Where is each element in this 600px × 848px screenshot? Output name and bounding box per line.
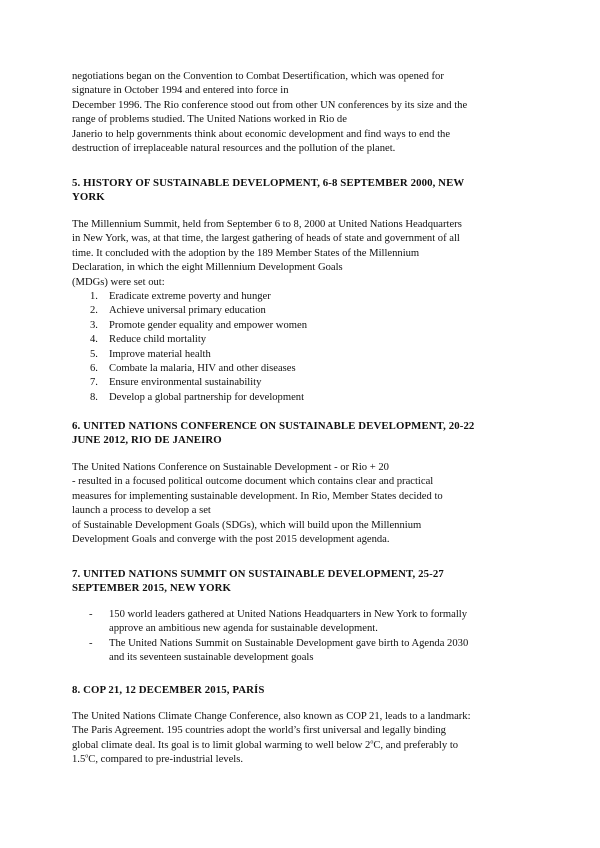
list-item-number: 6. bbox=[90, 363, 98, 375]
list-item-number: 7. bbox=[90, 377, 98, 389]
section-6-line: - resulted in a focused political outcome document which contains clear and practical bbox=[72, 476, 434, 488]
section-6-heading-line: 6. UNITED NATIONS CONFERENCE ON SUSTAINABLE DEVELOPMENT, 20-22 bbox=[72, 420, 475, 432]
intro-line: negotiations began on the Convention to Combat Desertification, which was opened for bbox=[72, 71, 444, 82]
section-7-bullets bbox=[72, 608, 532, 666]
bullet-line: and its seventeen sustainable development goals bbox=[109, 652, 314, 664]
intro-paragraph bbox=[72, 70, 532, 156]
list-item-number: 4. bbox=[90, 334, 98, 346]
section-8-heading bbox=[72, 683, 532, 697]
section-6-heading-line: JUNE 2012, RIO DE JANEIRO bbox=[72, 434, 222, 447]
section-8-line bbox=[72, 753, 532, 767]
section-8-line3-start: global climate deal. Its goal is to limit global warming to well below 2 bbox=[72, 739, 371, 751]
section-5-heading bbox=[72, 176, 532, 205]
bullet-line: The United Nations Summit on Sustainable Development gave birth to Agenda 2030 bbox=[109, 637, 469, 649]
section-5-line: (MDGs) were set out: bbox=[72, 276, 165, 288]
intro-line: signature in October 1994 and entered into force in bbox=[72, 85, 289, 97]
section-6-line: Development Goals and converge with the post 2015 development agenda. bbox=[72, 534, 390, 546]
list-item bbox=[72, 608, 532, 637]
list-item bbox=[72, 637, 532, 666]
section-8-line4-end: C, compared to pre-industrial levels. bbox=[88, 754, 243, 766]
section-8-line: The Paris Agreement. 195 countries adopt the world’s first universal and legally binding bbox=[72, 725, 446, 737]
list-item bbox=[72, 333, 532, 347]
section-7-heading-line: SEPTEMBER 2015, NEW YORK bbox=[72, 582, 231, 595]
section-6-line: The United Nations Conference on Sustainable Development - or Rio + 20 bbox=[72, 462, 389, 473]
section-5-line: Declaration, in which the eight Millennium Development Goals bbox=[72, 262, 343, 274]
list-item bbox=[72, 304, 532, 318]
list-item-number: 3. bbox=[90, 319, 98, 331]
list-item-text: Reduce child mortality bbox=[109, 334, 207, 346]
bullet-dash: - bbox=[89, 637, 93, 649]
list-item-text: Develop a global partnership for development bbox=[109, 391, 305, 403]
list-item bbox=[72, 290, 532, 304]
section-6-line: launch a process to develop a set bbox=[72, 505, 211, 517]
section-8-line: The United Nations Climate Change Conference, also known as COP 21, leads to a landmark: bbox=[72, 711, 471, 722]
section-6-heading bbox=[72, 419, 532, 448]
list-item-text: Combate la malaria, HIV and other diseases bbox=[109, 363, 296, 375]
list-item bbox=[72, 348, 532, 362]
intro-line: range of problems studied. The United Nations worked in Rio de bbox=[72, 114, 347, 126]
section-8-heading-line: 8. COP 21, 12 DECEMBER 2015, PARÍS bbox=[72, 684, 265, 696]
list-item-text: Promote gender equality and empower women bbox=[109, 319, 307, 331]
mdg-list bbox=[72, 290, 532, 405]
section-5-paragraph bbox=[72, 218, 532, 290]
section-6-paragraph bbox=[72, 461, 532, 547]
intro-line: Janerio to help governments think about economic development and find ways to end the bbox=[72, 128, 451, 140]
degree-mark: o bbox=[85, 753, 89, 760]
intro-line: destruction of irreplaceable natural resources and the pollution of the planet. bbox=[72, 143, 396, 155]
list-item-number: 2. bbox=[90, 305, 98, 317]
degree-mark: o bbox=[370, 739, 374, 746]
list-item-text: Achieve universal primary education bbox=[109, 305, 266, 317]
list-item bbox=[72, 362, 532, 376]
section-7-heading-line: 7. UNITED NATIONS SUMMIT ON SUSTAINABLE DEVELOPMENT, 25-27 bbox=[72, 568, 444, 580]
list-item bbox=[72, 319, 532, 333]
list-item-number: 1. bbox=[90, 291, 98, 302]
section-6-line: of Sustainable Development Goals (SDGs), which will build upon the Millennium bbox=[72, 519, 422, 531]
section-5-line: The Millennium Summit, held from September 6 to 8, 2000 at United Nations Headquarters bbox=[72, 219, 462, 230]
section-8-line bbox=[72, 739, 532, 753]
list-item bbox=[72, 376, 532, 390]
section-5-heading-line: YORK bbox=[72, 191, 105, 204]
bullet-line: 150 world leaders gathered at United Nations Headquarters in New York to formally bbox=[109, 609, 468, 620]
section-8-line3-end: C, and preferably to bbox=[373, 739, 459, 751]
list-item-text: Eradicate extreme poverty and hunger bbox=[109, 291, 271, 302]
list-item-text: Ensure environmental sustainability bbox=[109, 377, 262, 389]
section-5-heading-line: 5. HISTORY OF SUSTAINABLE DEVELOPMENT, 6-8 SEPTEMBER 2000, NEW bbox=[72, 177, 465, 189]
intro-line: December 1996. The Rio conference stood out from other UN conferences by its size and the bbox=[72, 99, 468, 111]
list-item-text: Improve material health bbox=[109, 348, 211, 360]
section-8-line4-start: 1.5 bbox=[72, 754, 86, 766]
section-7-heading bbox=[72, 567, 532, 596]
bullet-line: approve an ambitious new agenda for sustainable development. bbox=[109, 623, 378, 635]
section-5-line: time. It concluded with the adoption by the 189 Member States of the Millennium bbox=[72, 247, 420, 259]
list-item-number: 5. bbox=[90, 348, 98, 360]
section-8-paragraph bbox=[72, 710, 532, 768]
section-5-line: in New York, was, at that time, the largest gathering of heads of state and government of all bbox=[72, 233, 460, 245]
section-6-line: measures for implementing sustainable development. In Rio, Member States decided to bbox=[72, 490, 443, 502]
list-item bbox=[72, 391, 532, 405]
list-item-number: 8. bbox=[90, 391, 98, 403]
bullet-dash: - bbox=[89, 609, 93, 620]
